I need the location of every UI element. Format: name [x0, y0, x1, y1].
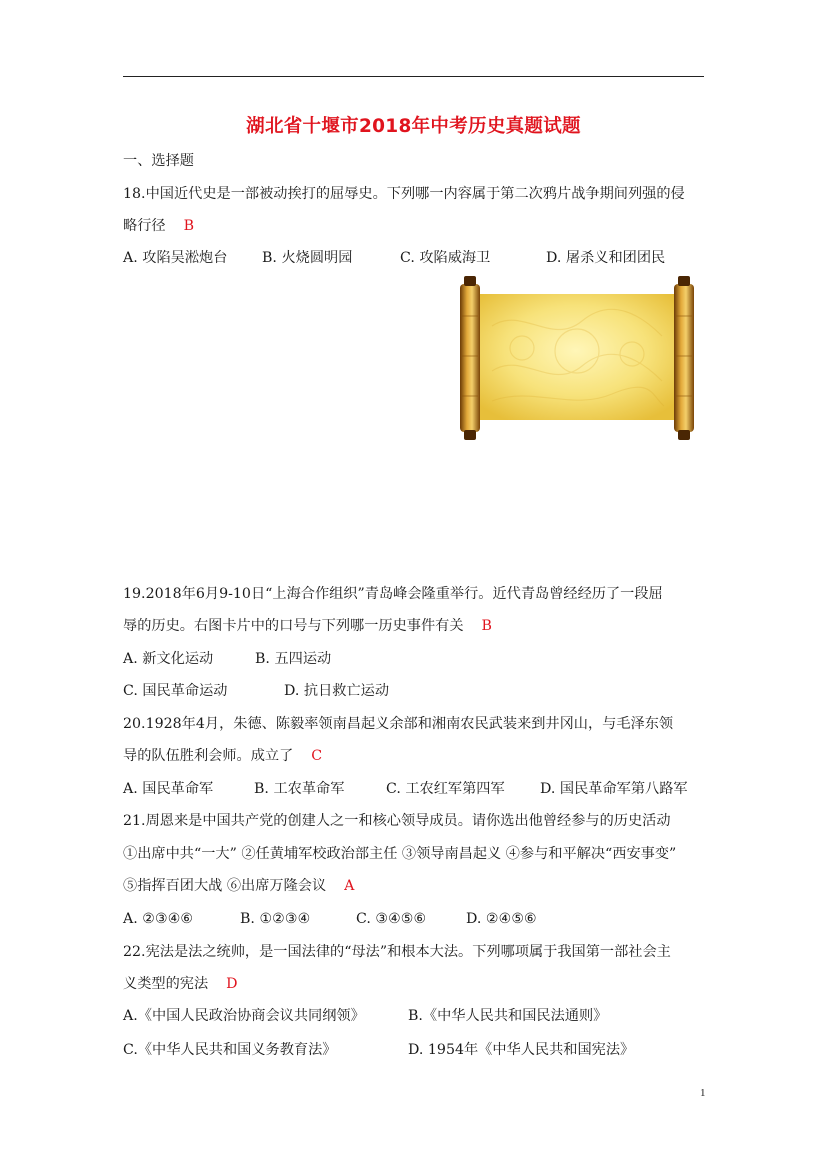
q21-stem-line1: 21.周恩来是中国共产党的创建人之一和核心领导成员。请你选出他曾经参与的历史活动	[123, 813, 671, 829]
q22-answer: D	[226, 976, 238, 992]
q22-stem-line2	[123, 974, 713, 994]
q18-option-c: C. 攻陷威海卫	[400, 250, 491, 266]
q20-option-b: B. 工农革命军	[254, 781, 345, 797]
q20-option-a: A. 国民革命军	[123, 781, 214, 797]
q21-stem-text: ⑤指挥百团大战 ⑥出席万隆会议	[123, 878, 327, 894]
q18-stem-line2	[123, 216, 713, 236]
q22-option-a: A.《中国人民政治协商会议共同纲领》	[123, 1008, 365, 1024]
header-rule	[123, 76, 704, 77]
q18-option-d: D. 屠杀义和团团民	[546, 250, 666, 266]
q18-answer: B	[183, 218, 195, 234]
page-number: 1	[700, 1087, 706, 1099]
q20-answer: C	[311, 748, 323, 764]
q21-answer: A	[344, 878, 355, 894]
scroll-card-image	[452, 276, 702, 440]
q19-option-a: A. 新文化运动	[123, 651, 214, 667]
page-title: 湖北省十堰市2018年中考历史真题试题	[246, 116, 581, 137]
q20-stem-line1: 20.1928年4月，朱德、陈毅率领南昌起义余部和湘南农民武装来到井冈山，与毛泽东领	[123, 716, 674, 732]
q21-option-d: D. ②④⑤⑥	[466, 911, 537, 927]
q19-option-c: C. 国民革命运动	[123, 683, 228, 699]
q21-stem-line2: ①出席中共“一大” ②任黄埔军校政治部主任 ③领导南昌起义 ④参与和平解决“西安事变”	[123, 846, 677, 862]
q22-stem-line1: 22.宪法是法之统帅，是一国法律的“母法”和根本大法。下列哪项属于我国第一部社会主	[123, 944, 671, 960]
q19-option-d: D. 抗日救亡运动	[284, 683, 390, 699]
q22-option-c: C.《中华人民共和国义务教育法》	[123, 1042, 337, 1058]
q19-stem-line2	[123, 616, 713, 636]
q18-option-a: A. 攻陷吴淞炮台	[123, 250, 228, 266]
q18-stem-line1: 18.中国近代史是一部被动挨打的屈辱史。下列哪一内容属于第二次鸦片战争期间列强的侵	[123, 186, 685, 202]
q21-option-c: C. ③④⑤⑥	[356, 911, 427, 927]
q21-stem-line3	[123, 876, 713, 896]
q22-option-b: B.《中华人民共和国民法通则》	[408, 1008, 608, 1024]
q18-stem-text: 略行径	[123, 218, 166, 234]
section-heading: 一、选择题	[123, 153, 194, 169]
q20-option-c: C. 工农红军第四军	[386, 781, 505, 797]
q19-stem-text: 辱的历史。右图卡片中的口号与下列哪一历史事件有关	[123, 618, 464, 634]
q18-option-b: B. 火烧圆明园	[262, 250, 353, 266]
q21-option-b: B. ①②③④	[240, 911, 311, 927]
q19-answer: B	[481, 618, 492, 634]
q19-option-b: B. 五四运动	[255, 651, 332, 667]
q20-option-d: D. 国民革命军第八路军	[540, 781, 688, 797]
q22-option-d: D. 1954年《中华人民共和国宪法》	[408, 1042, 635, 1058]
q20-stem-line2	[123, 746, 713, 766]
q22-stem-text: 义类型的宪法	[123, 976, 209, 992]
q20-stem-text: 导的队伍胜利会师。成立了	[123, 748, 294, 764]
q19-stem-line1: 19.2018年6月9-10日“上海合作组织”青岛峰会隆重举行。近代青岛曾经经历了一段屈	[123, 586, 663, 602]
q21-option-a: A. ②③④⑥	[123, 911, 194, 927]
